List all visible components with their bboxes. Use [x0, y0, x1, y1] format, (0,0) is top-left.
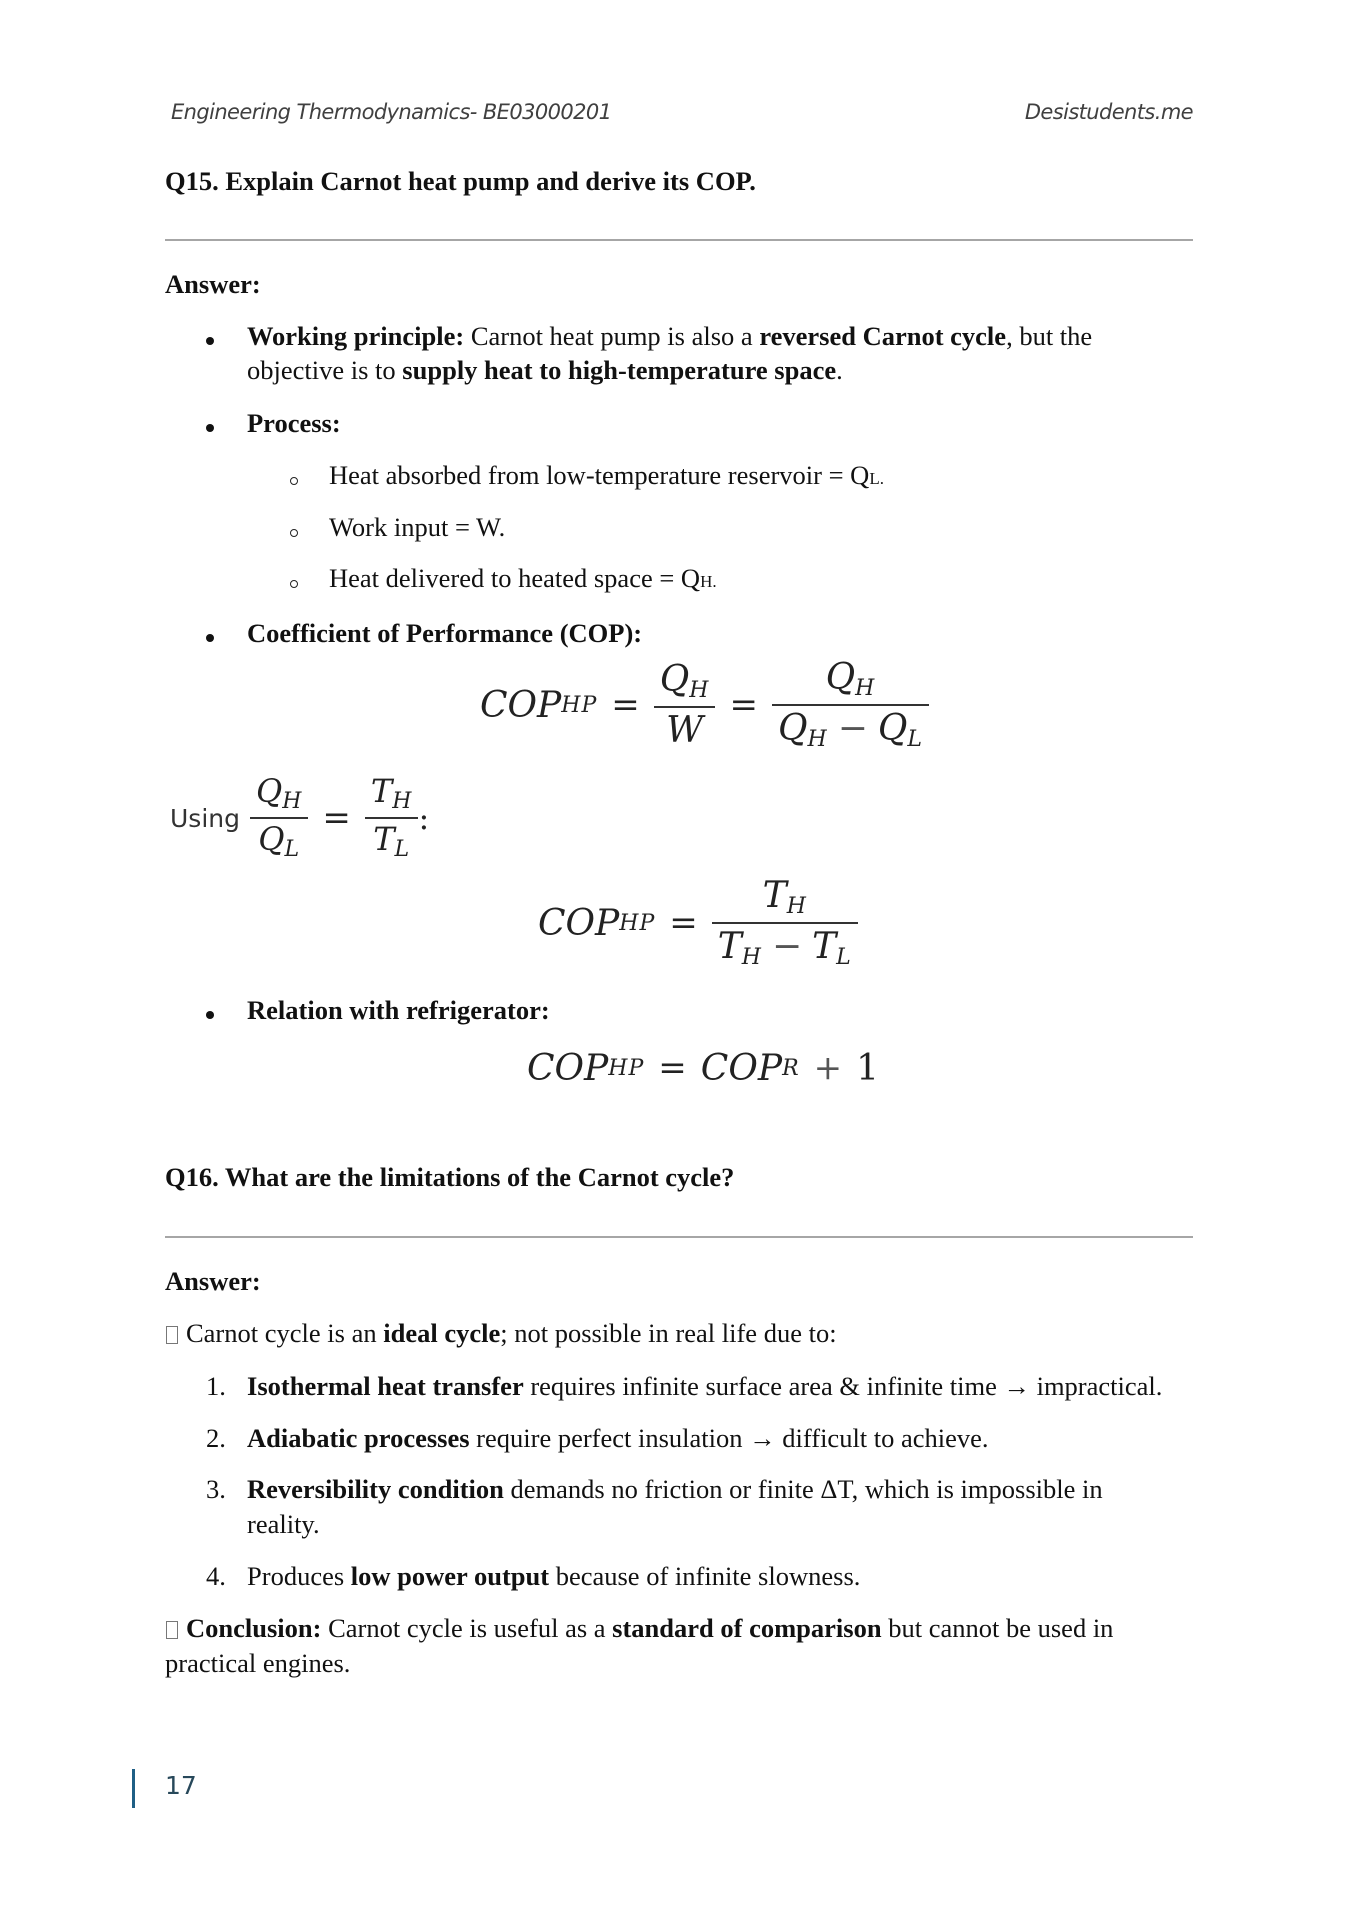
math-term: T — [373, 820, 395, 858]
math-term: COP — [700, 1047, 783, 1089]
subscript: L — [907, 727, 923, 752]
limitations-intro — [166, 1318, 837, 1349]
conclusion-line1 — [166, 1613, 1113, 1644]
hollow-bullet-icon — [290, 529, 298, 537]
bold-text: Adiabatic processes — [247, 1423, 470, 1453]
limitation-item-continuation: reality. — [247, 1509, 320, 1539]
equals-sign: = — [729, 685, 758, 725]
list-number: 2. — [206, 1423, 226, 1453]
header-site-name: Desistudents.me — [1024, 100, 1193, 124]
fraction-bar — [250, 817, 308, 819]
equals-sign: = — [669, 903, 698, 943]
process-label: Process: — [247, 408, 341, 438]
bold-text: reversed Carnot cycle — [759, 321, 1007, 351]
math-term: Q — [255, 771, 283, 810]
fraction — [365, 771, 419, 862]
text: objective is to — [247, 355, 403, 385]
divider-rule — [165, 239, 1193, 241]
math-term: COP — [527, 1047, 609, 1089]
text: demands no friction or finite ΔT, which is impossible in — [503, 1474, 1103, 1504]
bullet-icon — [206, 1011, 214, 1019]
conclusion-label: Conclusion: — [186, 1613, 322, 1643]
text: . — [879, 469, 884, 488]
equals-sign: = — [322, 798, 351, 838]
bullet-icon — [206, 634, 214, 642]
working-principle-line2 — [247, 355, 843, 386]
fraction — [712, 874, 858, 970]
subscript: H — [700, 572, 713, 591]
colon: : — [418, 799, 430, 837]
math-term: Q — [777, 708, 808, 749]
list-number: 3. — [206, 1474, 226, 1504]
subscript: L — [284, 837, 301, 862]
subscript: H — [282, 788, 303, 814]
math-term: T — [812, 926, 837, 967]
math-term: T — [762, 874, 787, 916]
math-term: 1 — [856, 1047, 880, 1089]
subscript: HP — [619, 910, 656, 936]
text: Carnot cycle is an — [186, 1318, 384, 1348]
text: because of infinite slowness. — [549, 1561, 861, 1591]
minus-sign: − — [837, 708, 868, 749]
subscript: L — [869, 469, 880, 488]
bold-text: standard of comparison — [612, 1613, 882, 1643]
text: ; not possible in real life due to: — [500, 1318, 837, 1348]
math-term: W — [666, 709, 704, 751]
hollow-bullet-icon — [290, 477, 298, 485]
fraction — [654, 658, 716, 751]
minus-sign: − — [771, 926, 803, 967]
cop-label: Coefficient of Performance (COP): — [247, 618, 643, 648]
limitation-item — [247, 1561, 860, 1592]
plus-sign: + — [813, 1048, 843, 1088]
bullet-icon — [206, 424, 214, 432]
answer-label: Answer: — [165, 1266, 261, 1296]
question-15-title: Q15. Explain Carnot heat pump and derive its COP. — [165, 166, 756, 196]
bullet-icon — [206, 337, 214, 345]
question-16-title: Q16. What are the limitations of the Carnot cycle? — [165, 1162, 735, 1192]
working-principle-label: Working principle: — [247, 321, 465, 351]
bold-text: ideal cycle — [383, 1318, 501, 1348]
subscript: H — [786, 893, 807, 919]
subscript: H — [741, 945, 762, 970]
process-item — [329, 460, 884, 491]
answer-label: Answer: — [165, 269, 261, 299]
fraction — [250, 771, 308, 862]
temperature-ratio-relation — [170, 771, 430, 862]
text: Work input = W. — [329, 512, 506, 542]
text: , but the — [1006, 321, 1093, 351]
subscript: L — [394, 837, 411, 862]
list-number: 4. — [206, 1561, 226, 1591]
text: Heat delivered to heated space = Q — [329, 563, 701, 593]
subscript: R — [782, 1055, 800, 1081]
math-term: COP — [538, 902, 620, 944]
equals-sign: = — [658, 1048, 687, 1088]
limitation-item — [247, 1474, 1103, 1505]
text: Heat absorbed from low-temperature reservoir = Q — [329, 460, 870, 490]
math-term: COP — [480, 684, 562, 726]
bold-text: Reversibility condition — [247, 1474, 504, 1504]
subscript: H — [392, 788, 413, 814]
text: . — [712, 572, 717, 591]
text: requires infinite surface area & infinite time → impractical. — [523, 1371, 1163, 1401]
page-number-accent-bar — [132, 1769, 135, 1808]
subscript: H — [855, 675, 876, 701]
fraction-bar — [712, 922, 858, 924]
header-course-title: Engineering Thermodynamics- BE03000201 — [171, 100, 612, 124]
cop-hp-temperature-equation — [538, 874, 858, 970]
text: require perfect insulation → difficult to achieve. — [469, 1423, 989, 1453]
equals-sign: = — [611, 685, 640, 725]
math-term: Q — [258, 820, 285, 858]
process-item — [329, 563, 717, 594]
fraction-bar — [365, 817, 419, 819]
text: . — [836, 355, 843, 385]
subscript: HP — [608, 1055, 645, 1081]
math-term: Q — [659, 658, 690, 700]
limitation-item — [247, 1423, 989, 1454]
subscript: L — [836, 945, 852, 970]
fraction — [772, 656, 929, 752]
math-term: T — [370, 771, 393, 810]
cop-relation-equation — [527, 1048, 879, 1088]
missing-glyph-icon — [166, 1326, 178, 1344]
subscript: H — [807, 727, 828, 752]
working-principle-line1 — [247, 321, 1092, 352]
text: Carnot cycle is useful as a — [321, 1613, 613, 1643]
subscript: HP — [561, 692, 598, 718]
relation-label: Relation with refrigerator: — [247, 995, 550, 1025]
text: Carnot heat pump is also a — [464, 321, 760, 351]
math-term: Q — [825, 656, 856, 698]
math-term: Q — [877, 708, 908, 749]
text: but cannot be used in — [881, 1613, 1114, 1643]
fraction-bar — [654, 706, 716, 708]
process-item — [329, 512, 505, 543]
subscript: H — [689, 677, 710, 703]
conclusion-line2: practical engines. — [165, 1648, 351, 1678]
list-number: 1. — [206, 1371, 226, 1401]
using-label: Using — [170, 803, 240, 833]
bold-text: supply heat to high-temperature space — [402, 355, 837, 385]
limitation-item — [247, 1371, 1162, 1402]
divider-rule — [165, 1236, 1193, 1238]
text: Produces — [247, 1561, 351, 1591]
missing-glyph-icon — [166, 1621, 178, 1639]
bold-text: Isothermal heat transfer — [247, 1371, 524, 1401]
cop-hp-equation — [480, 656, 929, 752]
math-term: T — [717, 926, 742, 967]
fraction-bar — [772, 704, 929, 706]
hollow-bullet-icon — [290, 580, 298, 588]
page-number: 17 — [165, 1771, 197, 1800]
bold-text: low power output — [350, 1561, 550, 1591]
